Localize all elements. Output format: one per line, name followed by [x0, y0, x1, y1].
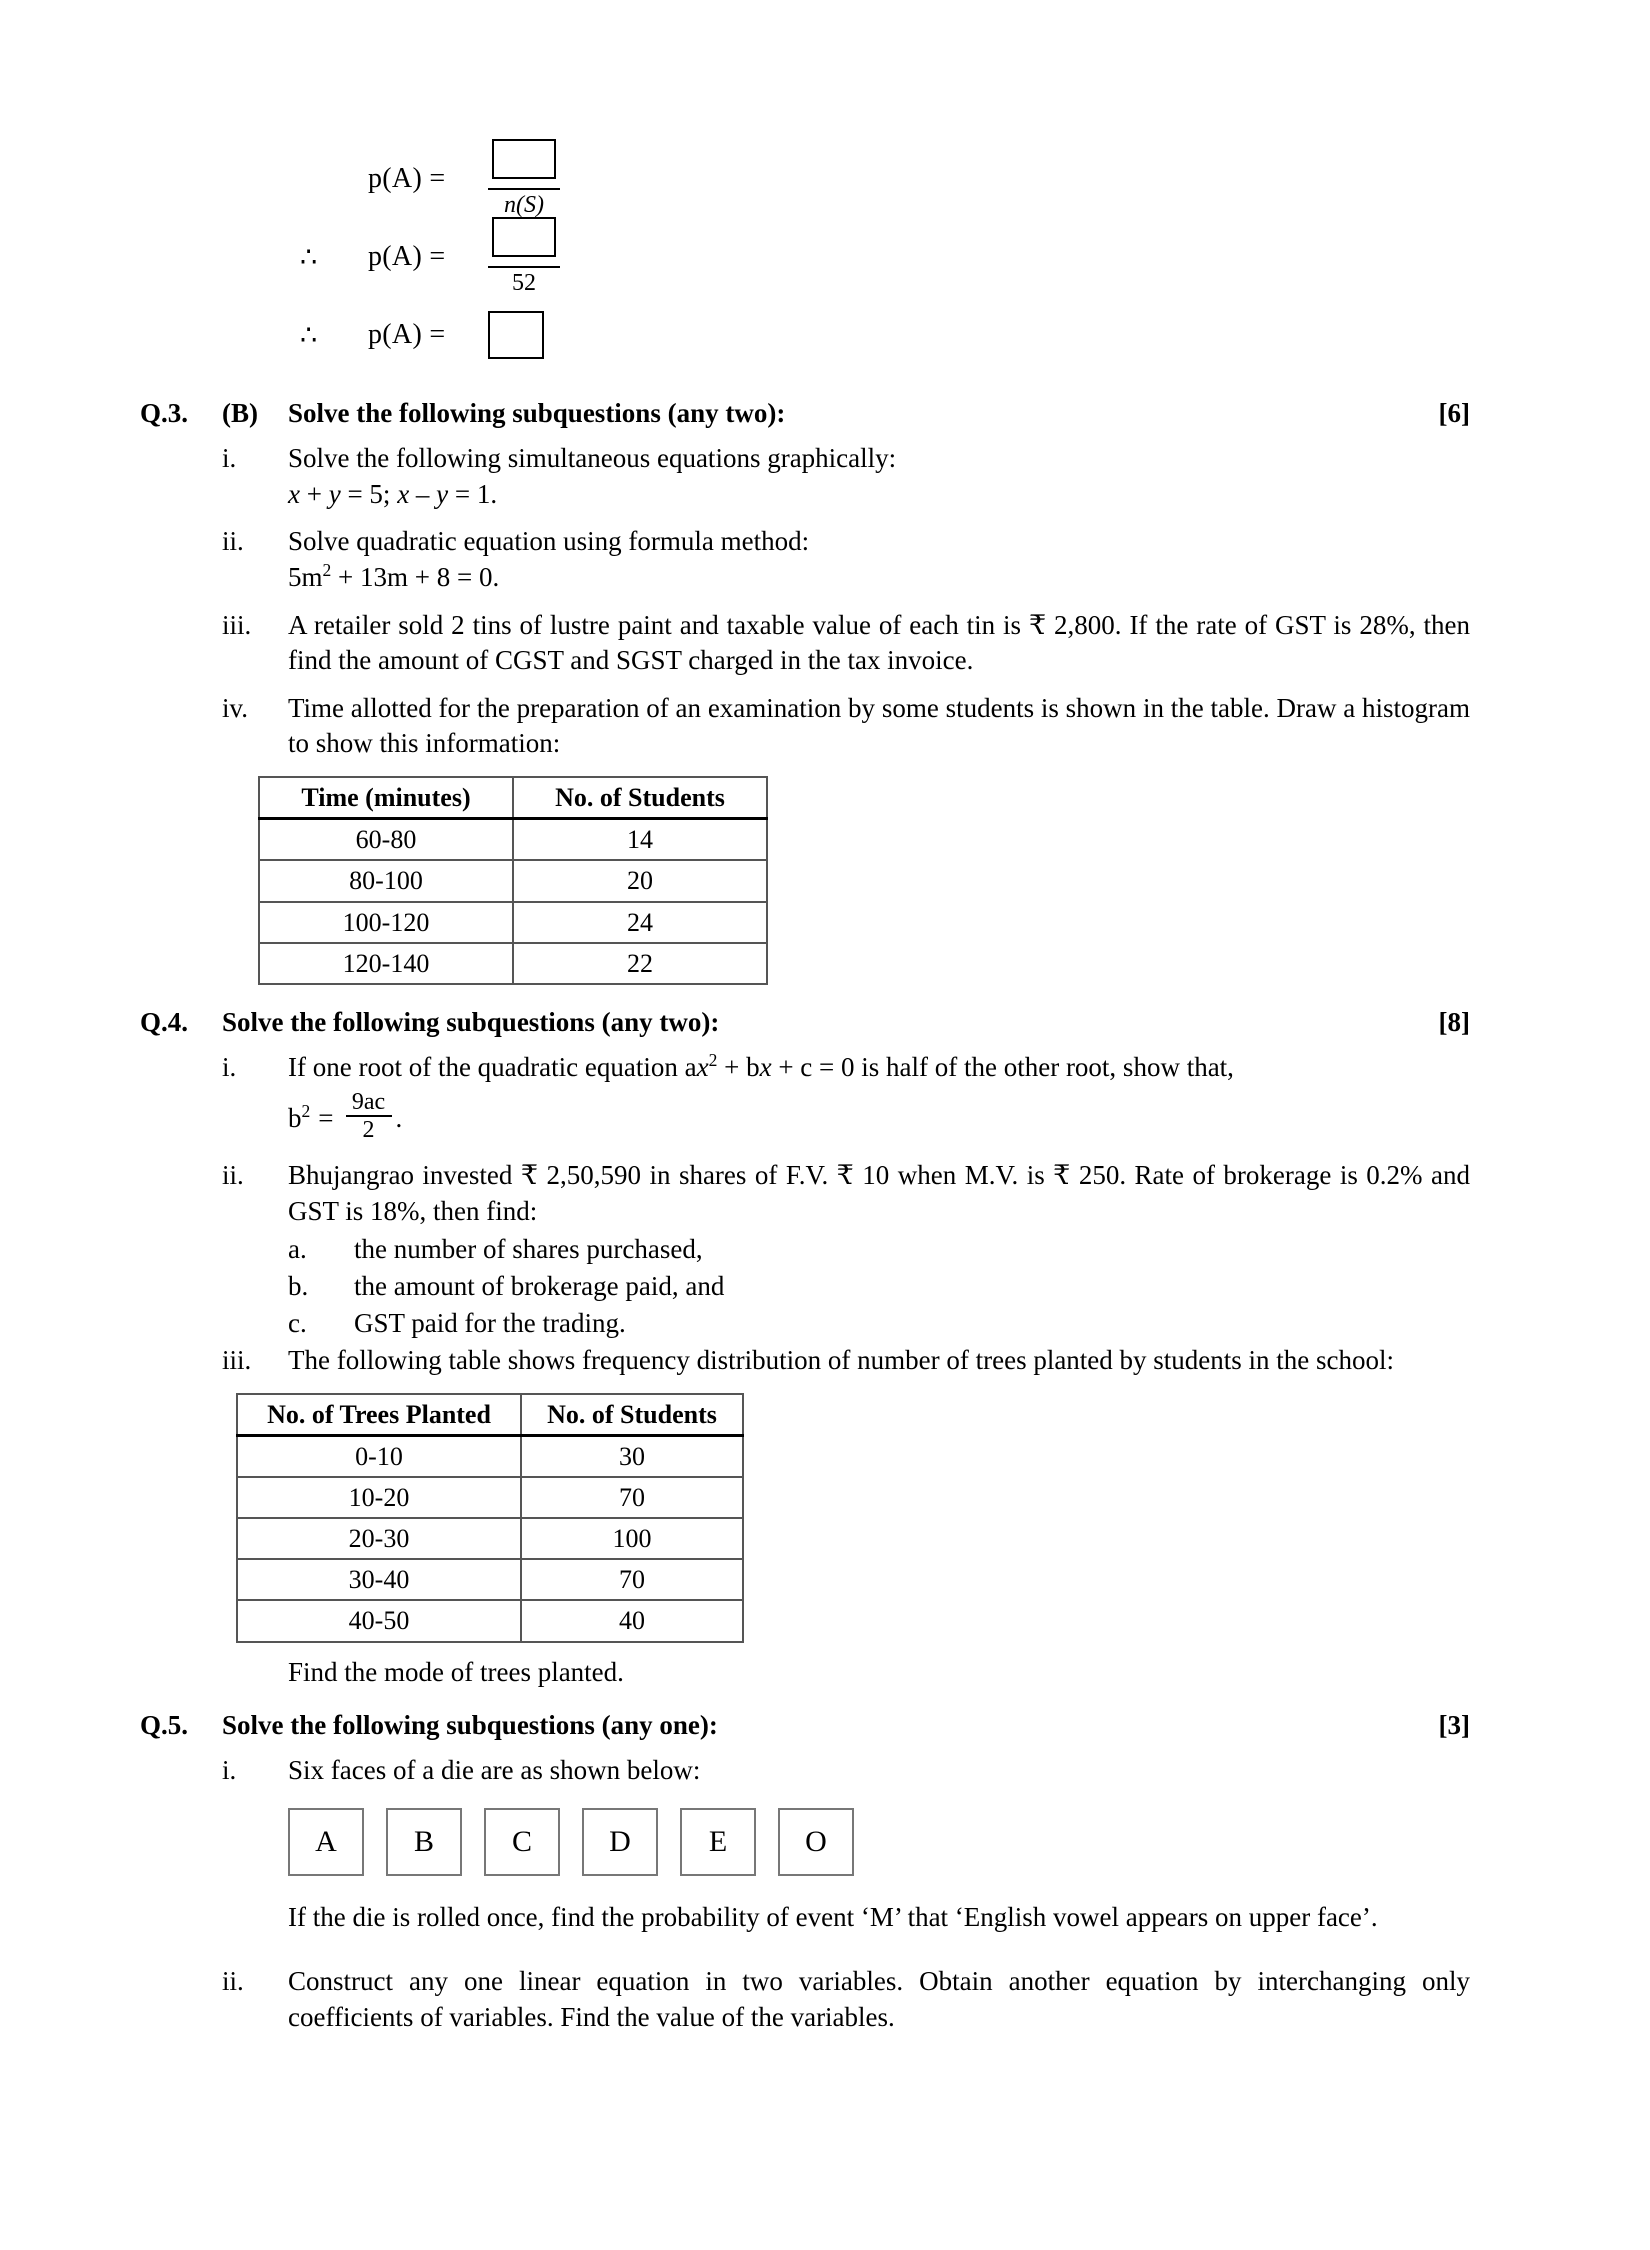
fraction-numerator-blank-1	[490, 139, 558, 188]
q4-item-ii-label: ii.	[222, 1160, 244, 1191]
probability-label-1: p(A) =	[368, 163, 446, 194]
probability-row-1	[140, 140, 1470, 218]
q5-item-ii	[140, 1964, 1470, 2035]
question-4-marks: [8]	[1438, 1006, 1470, 1037]
trees-students-table-head	[237, 1394, 743, 1436]
table-header-cell: No. of Students	[513, 777, 767, 819]
die-face-1: A	[288, 1808, 364, 1876]
time-students-table	[258, 776, 768, 985]
die-face-5: E	[680, 1808, 756, 1876]
table-cell: 22	[513, 943, 767, 984]
table-header-cell: No. of Trees Planted	[237, 1394, 521, 1436]
die-face-3: C	[484, 1808, 560, 1876]
equation-equals: =	[318, 1103, 334, 1134]
q3-item-ii-label: ii.	[222, 526, 244, 557]
table-cell: 40-50	[237, 1600, 521, 1641]
q3-item-ii	[140, 524, 1470, 595]
question-4-title: Solve the following subquestions (any two):	[222, 1006, 720, 1037]
equation-fraction	[346, 1090, 392, 1145]
table-cell: 100	[521, 1518, 743, 1559]
q3-item-iv-label: iv.	[222, 692, 248, 723]
table-cell: 20-30	[237, 1518, 521, 1559]
table-row	[259, 819, 767, 861]
sub-text-b: the amount of brokerage paid, and	[354, 1270, 725, 1301]
table-row	[259, 902, 767, 943]
q4-item-ii-text: Bhujangrao invested ₹ 2,50,590 in shares of F.V. ₹ 10 when M.V. is ₹ 250. Rate of brokerage is 0.2% and GST is 18%, then find:	[288, 1160, 1470, 1226]
q3-item-iv-body: Time allotted for the preparation of an examination by some students is shown in the table. Draw a histogram to show this information:	[288, 692, 1470, 759]
time-students-table-body	[259, 819, 767, 984]
probability-row-2	[140, 218, 1470, 296]
table-cell: 80-100	[259, 860, 513, 901]
q4-item-iii	[140, 1343, 1470, 1379]
sub-text-a: the number of shares purchased,	[354, 1233, 703, 1264]
equation-fraction-numerator: 9ac	[351, 1088, 386, 1115]
table-cell: 100-120	[259, 902, 513, 943]
fraction-numerator-blank-2	[490, 217, 558, 266]
table-row	[259, 943, 767, 984]
time-students-table-head	[259, 777, 767, 819]
q4-item-iii-label: iii.	[222, 1344, 252, 1375]
q3-item-iii-body: A retailer sold 2 tins of lustre paint and taxable value of each tin is ₹ 2,800. If the rate of GST is 28%, then find the amount of CGST and SGST charged in the tax invoice.	[288, 609, 1470, 676]
q3-item-iii	[140, 608, 1470, 679]
equation-period: .	[395, 1103, 403, 1134]
q5-item-i-followup	[140, 1900, 1470, 1936]
q3-item-i-line1: Solve the following simultaneous equations graphically:	[288, 443, 897, 473]
table-cell: 70	[521, 1559, 743, 1600]
table-cell: 40	[521, 1600, 743, 1641]
sub-text-c: GST paid for the trading.	[354, 1307, 626, 1338]
probability-label-3: p(A) =	[368, 319, 446, 350]
q4-item-i-equation	[288, 1088, 1470, 1147]
table-row	[237, 1518, 743, 1559]
q3-item-i-equation: x + y = 5; x – y = 1.	[288, 478, 498, 509]
question-3-marks: [6]	[1438, 398, 1470, 428]
question-3-heading	[140, 398, 1470, 429]
question-4-number: Q.4.	[140, 1006, 189, 1037]
q4-item-ii-body	[288, 1158, 1470, 1341]
answer-box[interactable]	[492, 139, 556, 179]
q4-item-iii-closing: Find the mode of trees planted.	[288, 1656, 624, 1687]
question-5-number: Q.5.	[140, 1709, 189, 1740]
table-header-cell: Time (minutes)	[259, 777, 513, 819]
question-5-title: Solve the following subquestions (any one):	[222, 1709, 718, 1740]
table-cell: 70	[521, 1477, 743, 1518]
q3-item-ii-body	[288, 524, 1470, 595]
table-row	[259, 860, 767, 901]
table-cell: 30	[521, 1435, 743, 1477]
question-3-number: Q.3.	[140, 398, 189, 428]
q5-item-i-followup-text: If the die is rolled once, find the probability of event ‘M’ that ‘English vowel appears on upper face’.	[288, 1902, 1378, 1933]
q5-item-ii-label: ii.	[222, 1965, 244, 1996]
table-row	[237, 1435, 743, 1477]
therefore-symbol-3: ∴	[300, 319, 318, 350]
q5-item-ii-body: Construct any one linear equation in two variables. Obtain another equation by interchanging only coefficients of variables. Find the value of the variables.	[288, 1965, 1470, 2032]
die-faces-row	[288, 1808, 1470, 1876]
q3-item-iii-label: iii.	[222, 609, 252, 640]
probability-working-block	[140, 140, 1470, 374]
q4-item-ii-sub-b	[288, 1269, 1470, 1304]
table-cell: 20	[513, 860, 767, 901]
question-3-part: (B)	[222, 398, 258, 428]
question-5-heading	[140, 1710, 1470, 1741]
table-row	[237, 1559, 743, 1600]
table-header-row	[259, 777, 767, 819]
answer-box[interactable]	[488, 311, 544, 359]
question-3-title: Solve the following subquestions (any two):	[288, 398, 786, 428]
trees-students-table	[236, 1393, 744, 1643]
table-cell: 30-40	[237, 1559, 521, 1600]
table-cell: 14	[513, 819, 767, 861]
equation-lhs: $b^2$	[288, 1101, 311, 1134]
table-cell: 120-140	[259, 943, 513, 984]
q4-item-i	[140, 1050, 1470, 1146]
die-face-4: D	[582, 1808, 658, 1876]
sub-label-a: a.	[288, 1233, 307, 1264]
fraction-1	[488, 139, 560, 219]
q3-item-ii-line1: Solve quadratic equation using formula method:	[288, 526, 810, 557]
question-5-marks: [3]	[1438, 1709, 1470, 1740]
equation-fraction-denominator: 2	[362, 1116, 375, 1143]
table-row	[237, 1600, 743, 1641]
sub-label-b: b.	[288, 1270, 309, 1301]
q5-item-i-label: i.	[222, 1754, 237, 1785]
q4-item-i-text: If one root of the quadratic equation $ax^2$ + bx + c = 0 is half of the other root, show that,	[288, 1049, 1234, 1082]
therefore-symbol-2: ∴	[300, 241, 318, 272]
q4-item-ii-sub-c	[288, 1306, 1470, 1341]
answer-box[interactable]	[492, 217, 556, 257]
table-header-cell: No. of Students	[521, 1394, 743, 1436]
q3-item-i	[140, 441, 1470, 512]
q3-item-i-body	[288, 441, 1470, 512]
table-cell: 10-20	[237, 1477, 521, 1518]
fraction-denominator-2: 52	[512, 270, 536, 296]
table-row	[237, 1477, 743, 1518]
q4-item-i-body	[288, 1050, 1470, 1146]
q4-item-ii	[140, 1158, 1470, 1341]
page-content	[140, 140, 1470, 2035]
sub-label-c: c.	[288, 1307, 307, 1338]
probability-row-3	[140, 296, 1470, 374]
fraction-denominator-1: n(S)	[504, 192, 544, 218]
fraction-2	[488, 217, 560, 297]
q4-item-i-label: i.	[222, 1051, 237, 1082]
q5-item-i-body: Six faces of a die are as shown below:	[288, 1754, 701, 1785]
q5-item-i	[140, 1753, 1470, 1789]
die-face-6: O	[778, 1808, 854, 1876]
question-4-heading	[140, 1007, 1470, 1038]
table-cell: 24	[513, 902, 767, 943]
trees-students-table-body	[237, 1435, 743, 1641]
table-cell: 60-80	[259, 819, 513, 861]
probability-label-2: p(A) =	[368, 241, 446, 272]
q3-item-ii-equation: $5m^2 + 13m + 8 = 0$.	[288, 559, 500, 592]
die-face-2: B	[386, 1808, 462, 1876]
table-header-row	[237, 1394, 743, 1436]
table-cell: 0-10	[237, 1435, 521, 1477]
q4-item-ii-sub-a	[288, 1232, 1470, 1267]
q3-item-iv	[140, 691, 1470, 762]
q3-item-i-label: i.	[222, 443, 237, 473]
q4-item-iii-body: The following table shows frequency distribution of number of trees planted by students in the school:	[288, 1344, 1395, 1375]
